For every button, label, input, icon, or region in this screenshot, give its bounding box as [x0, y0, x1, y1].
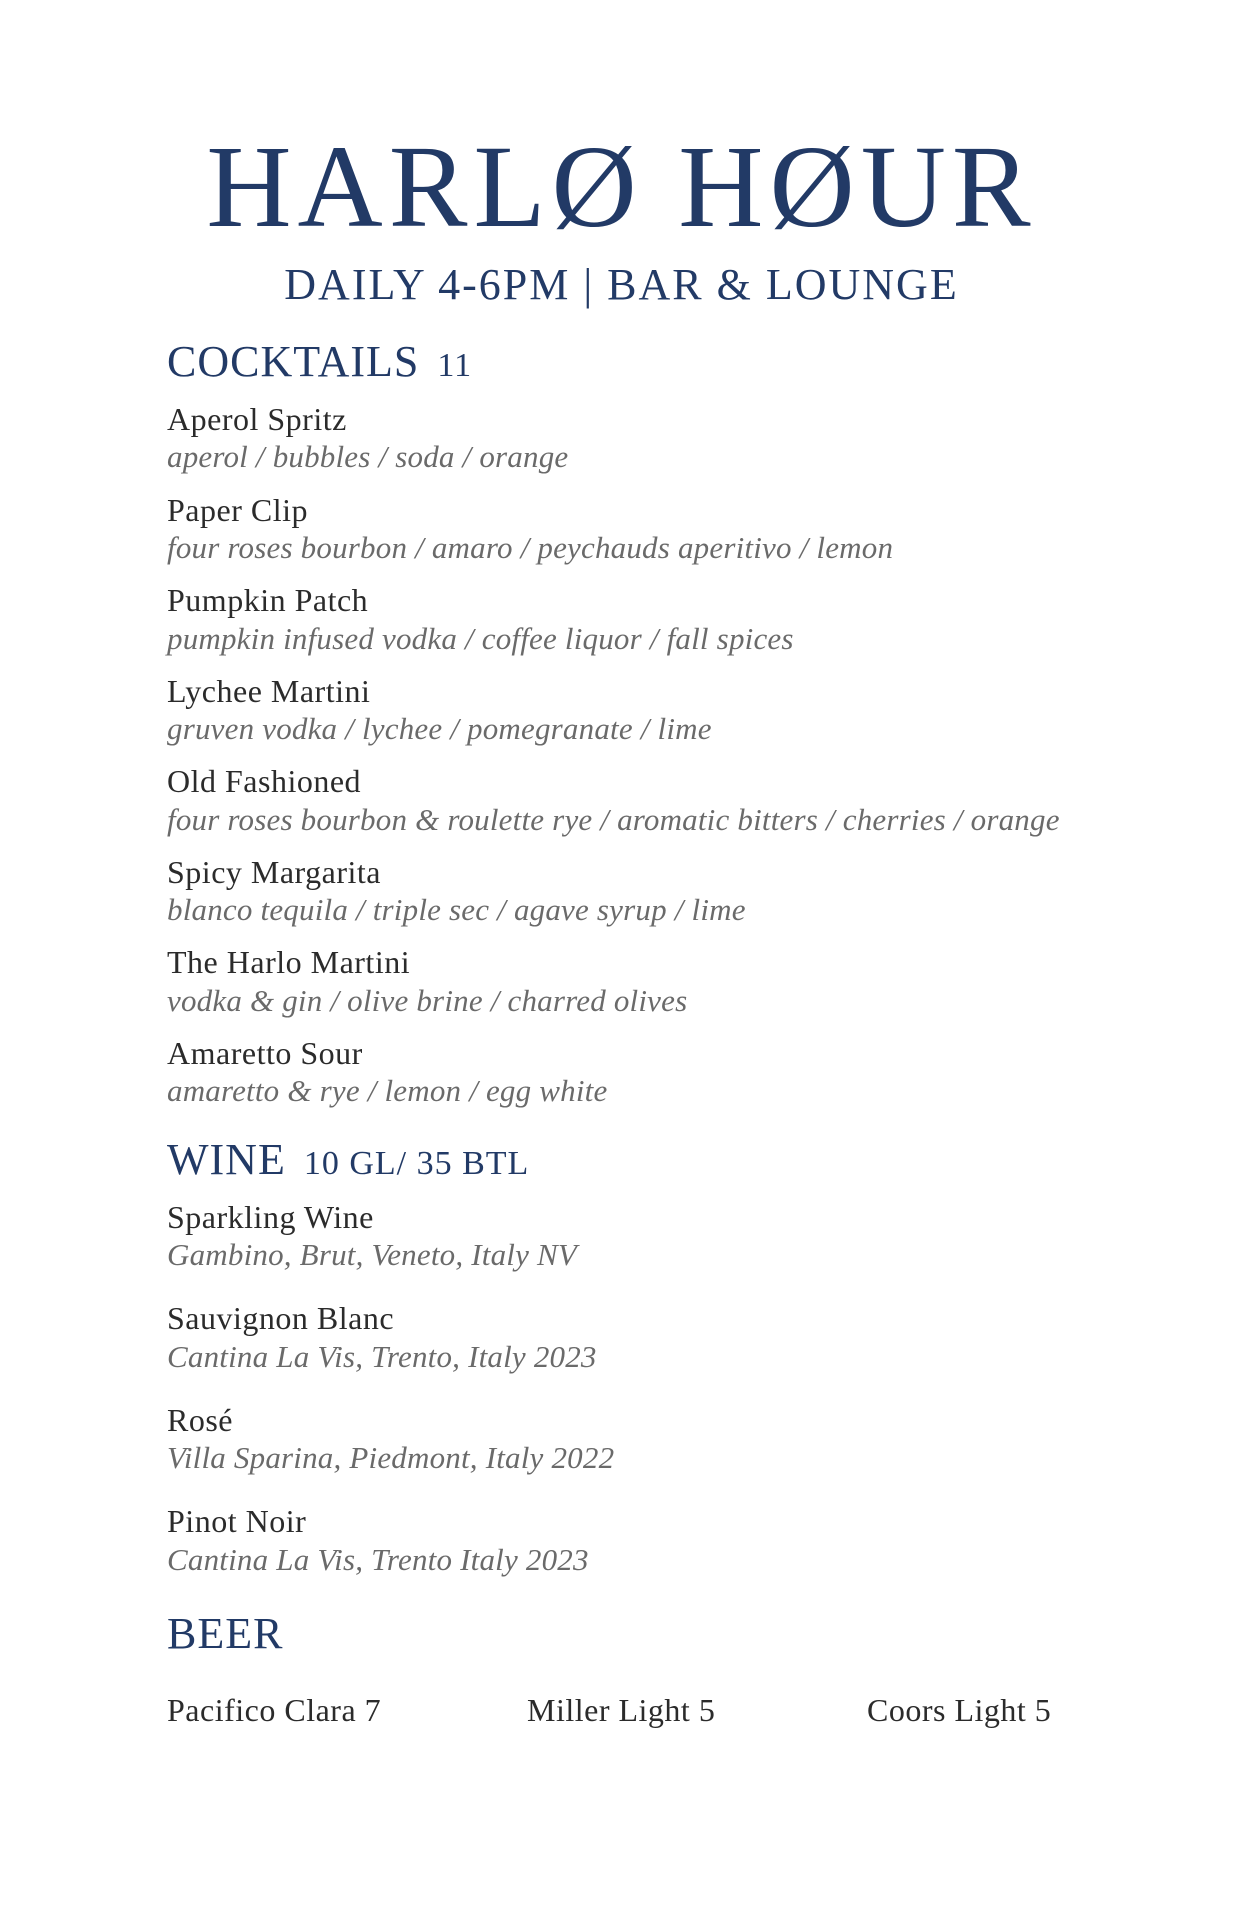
item-name: Rosé: [167, 1401, 233, 1438]
beer-list: [167, 1692, 1167, 1736]
beer-section: [167, 1608, 1167, 1736]
item-description: four roses bourbon & roulette rye / aromatic bitters / cherries / orange: [167, 801, 1060, 837]
item-name: Pinot Noir: [167, 1503, 307, 1540]
item-name: Lychee Martini: [167, 672, 371, 709]
menu-item: [167, 1401, 1167, 1477]
wine-heading: [167, 1134, 1167, 1184]
cocktails-heading-label: COCKTAILS: [167, 337, 420, 386]
menu-item: [167, 672, 1167, 748]
wine-heading-label: WINE: [167, 1134, 286, 1184]
item-name: Old Fashioned: [167, 763, 362, 800]
menu-content: [167, 337, 1167, 1736]
item-description: vodka & gin / olive brine / charred olives: [167, 982, 688, 1018]
menu-item: [167, 1034, 1167, 1110]
item-name: Spicy Margarita: [167, 853, 381, 890]
item-description: Cantina La Vis, Trento, Italy 2023: [167, 1338, 597, 1374]
menu-item: [167, 1502, 1167, 1578]
item-description: Gambino, Brut, Veneto, Italy NV: [167, 1237, 578, 1273]
menu-item: [167, 491, 1167, 567]
menu-item: [167, 1299, 1167, 1375]
item-description: Villa Sparina, Piedmont, Italy 2022: [167, 1440, 615, 1476]
menu-title: HARLØ HØUR: [206, 121, 1037, 252]
item-name: Sauvignon Blanc: [167, 1300, 395, 1337]
item-description: Cantina La Vis, Trento Italy 2023: [167, 1541, 589, 1577]
menu-item: [167, 943, 1167, 1019]
menu-item: [167, 762, 1167, 838]
beer-heading: BEER: [167, 1608, 284, 1658]
cocktails-section: [167, 337, 1167, 1110]
menu-subtitle: DAILY 4-6PM | BAR & LOUNGE: [284, 260, 959, 309]
item-description: pumpkin infused vodka / coffee liquor / fall spices: [167, 620, 794, 656]
menu-item: [167, 853, 1167, 929]
beer-item: Coors Light 5: [867, 1691, 1052, 1728]
beer-item: Miller Light 5: [527, 1691, 716, 1728]
item-name: Paper Clip: [167, 491, 308, 528]
cocktails-price: 11: [437, 347, 473, 384]
item-description: aperol / bubbles / soda / orange: [167, 439, 569, 475]
item-description: gruven vodka / lychee / pomegranate / lime: [167, 711, 712, 747]
item-name: Sparkling Wine: [167, 1198, 374, 1235]
item-name: Aperol Spritz: [167, 401, 347, 437]
beer-item: Pacifico Clara 7: [167, 1691, 382, 1728]
menu-item: [167, 1198, 1167, 1274]
menu-item: [167, 581, 1167, 657]
item-name: The Harlo Martini: [167, 944, 411, 981]
wine-price: 10 GL/ 35 BTL: [303, 1144, 530, 1182]
item-description: four roses bourbon / amaro / peychauds aperitivo / lemon: [167, 529, 894, 565]
wine-section: [167, 1134, 1167, 1578]
menu-item: [167, 400, 1167, 476]
item-description: amaretto & rye / lemon / egg white: [167, 1073, 608, 1109]
item-description: blanco tequila / triple sec / agave syrup / lime: [167, 892, 746, 928]
item-name: Amaretto Sour: [167, 1035, 363, 1072]
cocktails-heading: [167, 337, 1167, 386]
item-name: Pumpkin Patch: [167, 582, 369, 619]
